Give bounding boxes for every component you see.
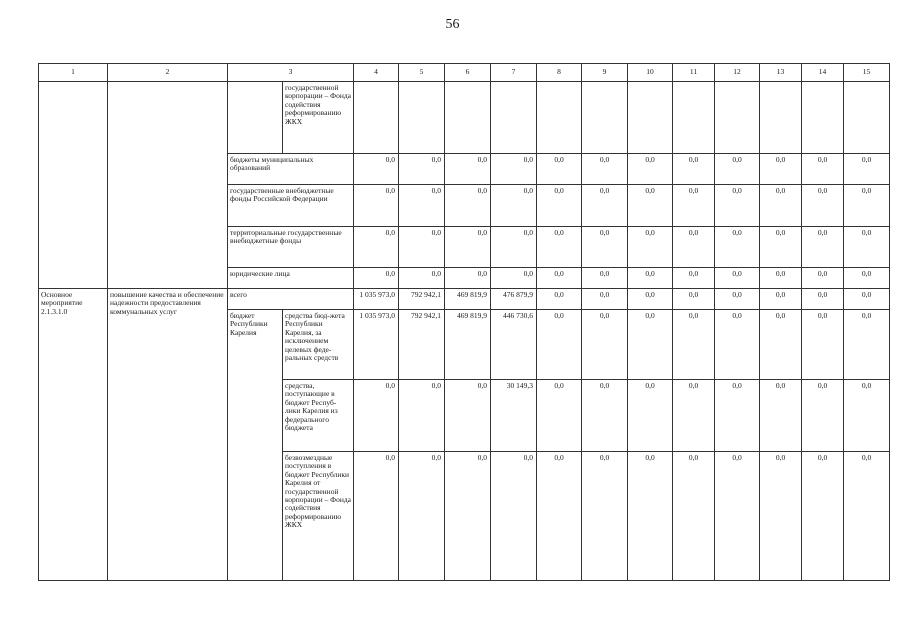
col-header: 8 bbox=[537, 64, 582, 82]
value-cell: 30 149,3 bbox=[491, 380, 537, 452]
value-cell: 792 942,1 bbox=[399, 289, 445, 310]
value-cell: 0,0 bbox=[844, 452, 890, 581]
activity-code: Основное мероприятие 2.1.3.1.0 bbox=[39, 289, 108, 581]
value-cell: 0,0 bbox=[673, 380, 715, 452]
value-cell: 0,0 bbox=[715, 185, 760, 227]
value-cell: 0,0 bbox=[445, 268, 491, 289]
value-cell: 0,0 bbox=[802, 227, 844, 268]
value-cell: 0,0 bbox=[445, 227, 491, 268]
value-cell: 0,0 bbox=[445, 154, 491, 185]
value-cell: 0,0 bbox=[491, 227, 537, 268]
value-cell: 0,0 bbox=[673, 452, 715, 581]
cell-empty bbox=[715, 82, 760, 154]
value-cell: 792 942,1 bbox=[399, 310, 445, 380]
value-cell: 0,0 bbox=[354, 380, 399, 452]
value-cell: 0,0 bbox=[582, 310, 628, 380]
value-cell: 0,0 bbox=[399, 185, 445, 227]
value-cell: 0,0 bbox=[399, 380, 445, 452]
col-header: 2 bbox=[108, 64, 228, 82]
value-cell: 0,0 bbox=[628, 227, 673, 268]
value-cell: 0,0 bbox=[445, 380, 491, 452]
value-cell: 0,0 bbox=[582, 185, 628, 227]
value-cell: 0,0 bbox=[628, 310, 673, 380]
source-label: средства, поступающие в бюджет Респуб-лики Карелия из федерального бюджета bbox=[283, 380, 354, 452]
value-cell: 0,0 bbox=[673, 154, 715, 185]
value-cell: 0,0 bbox=[582, 154, 628, 185]
value-cell: 0,0 bbox=[628, 289, 673, 310]
value-cell: 476 879,9 bbox=[491, 289, 537, 310]
value-cell: 0,0 bbox=[673, 268, 715, 289]
value-cell: 0,0 bbox=[399, 268, 445, 289]
value-cell: 0,0 bbox=[844, 268, 890, 289]
value-cell: 0,0 bbox=[760, 452, 802, 581]
value-cell: 0,0 bbox=[760, 154, 802, 185]
cell-empty bbox=[445, 82, 491, 154]
value-cell: 0,0 bbox=[760, 289, 802, 310]
value-cell: 0,0 bbox=[715, 380, 760, 452]
page-number: 56 bbox=[445, 17, 460, 32]
source-label: государственной корпорации – Фонда содействия реформированию ЖКХ bbox=[283, 82, 354, 154]
cell-empty bbox=[760, 82, 802, 154]
value-cell: 0,0 bbox=[802, 380, 844, 452]
value-cell: 469 819,9 bbox=[445, 289, 491, 310]
value-cell: 0,0 bbox=[399, 452, 445, 581]
value-cell: 0,0 bbox=[491, 154, 537, 185]
value-cell: 0,0 bbox=[354, 268, 399, 289]
value-cell: 0,0 bbox=[844, 380, 890, 452]
table-row bbox=[39, 289, 890, 310]
cell-empty bbox=[673, 82, 715, 154]
value-cell: 0,0 bbox=[537, 289, 582, 310]
value-cell: 0,0 bbox=[445, 185, 491, 227]
source-label: безвозмездные поступления в бюджет Республики Карелия от государственной корпорации – Фонда содействия реформированию ЖКХ bbox=[283, 452, 354, 581]
col-header: 5 bbox=[399, 64, 445, 82]
value-cell: 0,0 bbox=[802, 268, 844, 289]
value-cell: 0,0 bbox=[399, 227, 445, 268]
col-header: 1 bbox=[39, 64, 108, 82]
cell-empty bbox=[491, 82, 537, 154]
value-cell: 0,0 bbox=[715, 452, 760, 581]
value-cell: 0,0 bbox=[628, 185, 673, 227]
source-label: государственные внебюджетные фонды Российской Федерации bbox=[228, 185, 354, 227]
cell-empty bbox=[399, 82, 445, 154]
cell-empty bbox=[628, 82, 673, 154]
value-cell: 0,0 bbox=[802, 310, 844, 380]
value-cell: 0,0 bbox=[537, 310, 582, 380]
value-cell: 0,0 bbox=[715, 227, 760, 268]
value-cell: 0,0 bbox=[715, 268, 760, 289]
value-cell: 0,0 bbox=[491, 268, 537, 289]
value-cell: 0,0 bbox=[844, 227, 890, 268]
value-cell: 0,0 bbox=[628, 154, 673, 185]
value-cell: 0,0 bbox=[491, 185, 537, 227]
col-header: 9 bbox=[582, 64, 628, 82]
source-label: юридические лица bbox=[228, 268, 354, 289]
value-cell: 0,0 bbox=[354, 227, 399, 268]
value-cell: 0,0 bbox=[715, 289, 760, 310]
value-cell: 0,0 bbox=[399, 154, 445, 185]
col-header: 7 bbox=[491, 64, 537, 82]
col-header: 10 bbox=[628, 64, 673, 82]
value-cell: 0,0 bbox=[844, 289, 890, 310]
cell-empty bbox=[354, 82, 399, 154]
value-cell: 0,0 bbox=[760, 380, 802, 452]
value-cell: 0,0 bbox=[802, 452, 844, 581]
value-cell: 1 035 973,0 bbox=[354, 310, 399, 380]
value-cell: 0,0 bbox=[673, 289, 715, 310]
value-cell: 446 730,6 bbox=[491, 310, 537, 380]
source-label: всего bbox=[228, 289, 354, 310]
value-cell: 0,0 bbox=[537, 154, 582, 185]
col-header: 4 bbox=[354, 64, 399, 82]
value-cell: 0,0 bbox=[537, 268, 582, 289]
cell-empty bbox=[844, 82, 890, 154]
cell-empty bbox=[228, 82, 283, 154]
value-cell: 0,0 bbox=[802, 154, 844, 185]
cell-empty bbox=[802, 82, 844, 154]
value-cell: 0,0 bbox=[673, 227, 715, 268]
cell-empty bbox=[108, 82, 228, 289]
value-cell: 0,0 bbox=[628, 452, 673, 581]
source-label: территориальные государственные внебюджетные фонды bbox=[228, 227, 354, 268]
value-cell: 0,0 bbox=[354, 154, 399, 185]
value-cell: 0,0 bbox=[802, 185, 844, 227]
value-cell: 0,0 bbox=[760, 227, 802, 268]
value-cell: 0,0 bbox=[844, 154, 890, 185]
value-cell: 0,0 bbox=[537, 227, 582, 268]
value-cell: 0,0 bbox=[582, 268, 628, 289]
value-cell: 0,0 bbox=[354, 452, 399, 581]
value-cell: 0,0 bbox=[582, 289, 628, 310]
col-header: 13 bbox=[760, 64, 802, 82]
value-cell: 0,0 bbox=[802, 289, 844, 310]
value-cell: 0,0 bbox=[760, 310, 802, 380]
source-label: бюджеты муниципальных образований bbox=[228, 154, 354, 185]
value-cell: 0,0 bbox=[537, 452, 582, 581]
value-cell: 0,0 bbox=[844, 310, 890, 380]
budget-label: бюджет Республики Карелия bbox=[228, 310, 283, 581]
value-cell: 0,0 bbox=[760, 185, 802, 227]
column-header-row bbox=[39, 64, 890, 82]
cell-empty bbox=[537, 82, 582, 154]
value-cell: 469 819,9 bbox=[445, 310, 491, 380]
value-cell: 0,0 bbox=[582, 452, 628, 581]
value-cell: 0,0 bbox=[673, 310, 715, 380]
cell-empty bbox=[582, 82, 628, 154]
value-cell: 1 035 973,0 bbox=[354, 289, 399, 310]
col-header: 12 bbox=[715, 64, 760, 82]
value-cell: 0,0 bbox=[491, 452, 537, 581]
value-cell: 0,0 bbox=[760, 268, 802, 289]
cell-empty bbox=[39, 82, 108, 289]
col-header: 15 bbox=[844, 64, 890, 82]
value-cell: 0,0 bbox=[628, 380, 673, 452]
value-cell: 0,0 bbox=[445, 452, 491, 581]
value-cell: 0,0 bbox=[715, 310, 760, 380]
value-cell: 0,0 bbox=[354, 185, 399, 227]
value-cell: 0,0 bbox=[582, 380, 628, 452]
value-cell: 0,0 bbox=[537, 380, 582, 452]
col-header: 11 bbox=[673, 64, 715, 82]
value-cell: 0,0 bbox=[537, 185, 582, 227]
col-header: 6 bbox=[445, 64, 491, 82]
value-cell: 0,0 bbox=[673, 185, 715, 227]
activity-description: повышение качества и обеспечение надежности предоставления коммунальных услуг bbox=[108, 289, 228, 581]
value-cell: 0,0 bbox=[844, 185, 890, 227]
col-header: 14 bbox=[802, 64, 844, 82]
table-row bbox=[39, 82, 890, 154]
value-cell: 0,0 bbox=[628, 268, 673, 289]
col-header: 3 bbox=[228, 64, 354, 82]
value-cell: 0,0 bbox=[582, 227, 628, 268]
value-cell: 0,0 bbox=[715, 154, 760, 185]
source-label: средства бюд-жета Республики Карелия, за исключением целевых феде-ральных средств bbox=[283, 310, 354, 380]
budget-table bbox=[38, 63, 890, 581]
